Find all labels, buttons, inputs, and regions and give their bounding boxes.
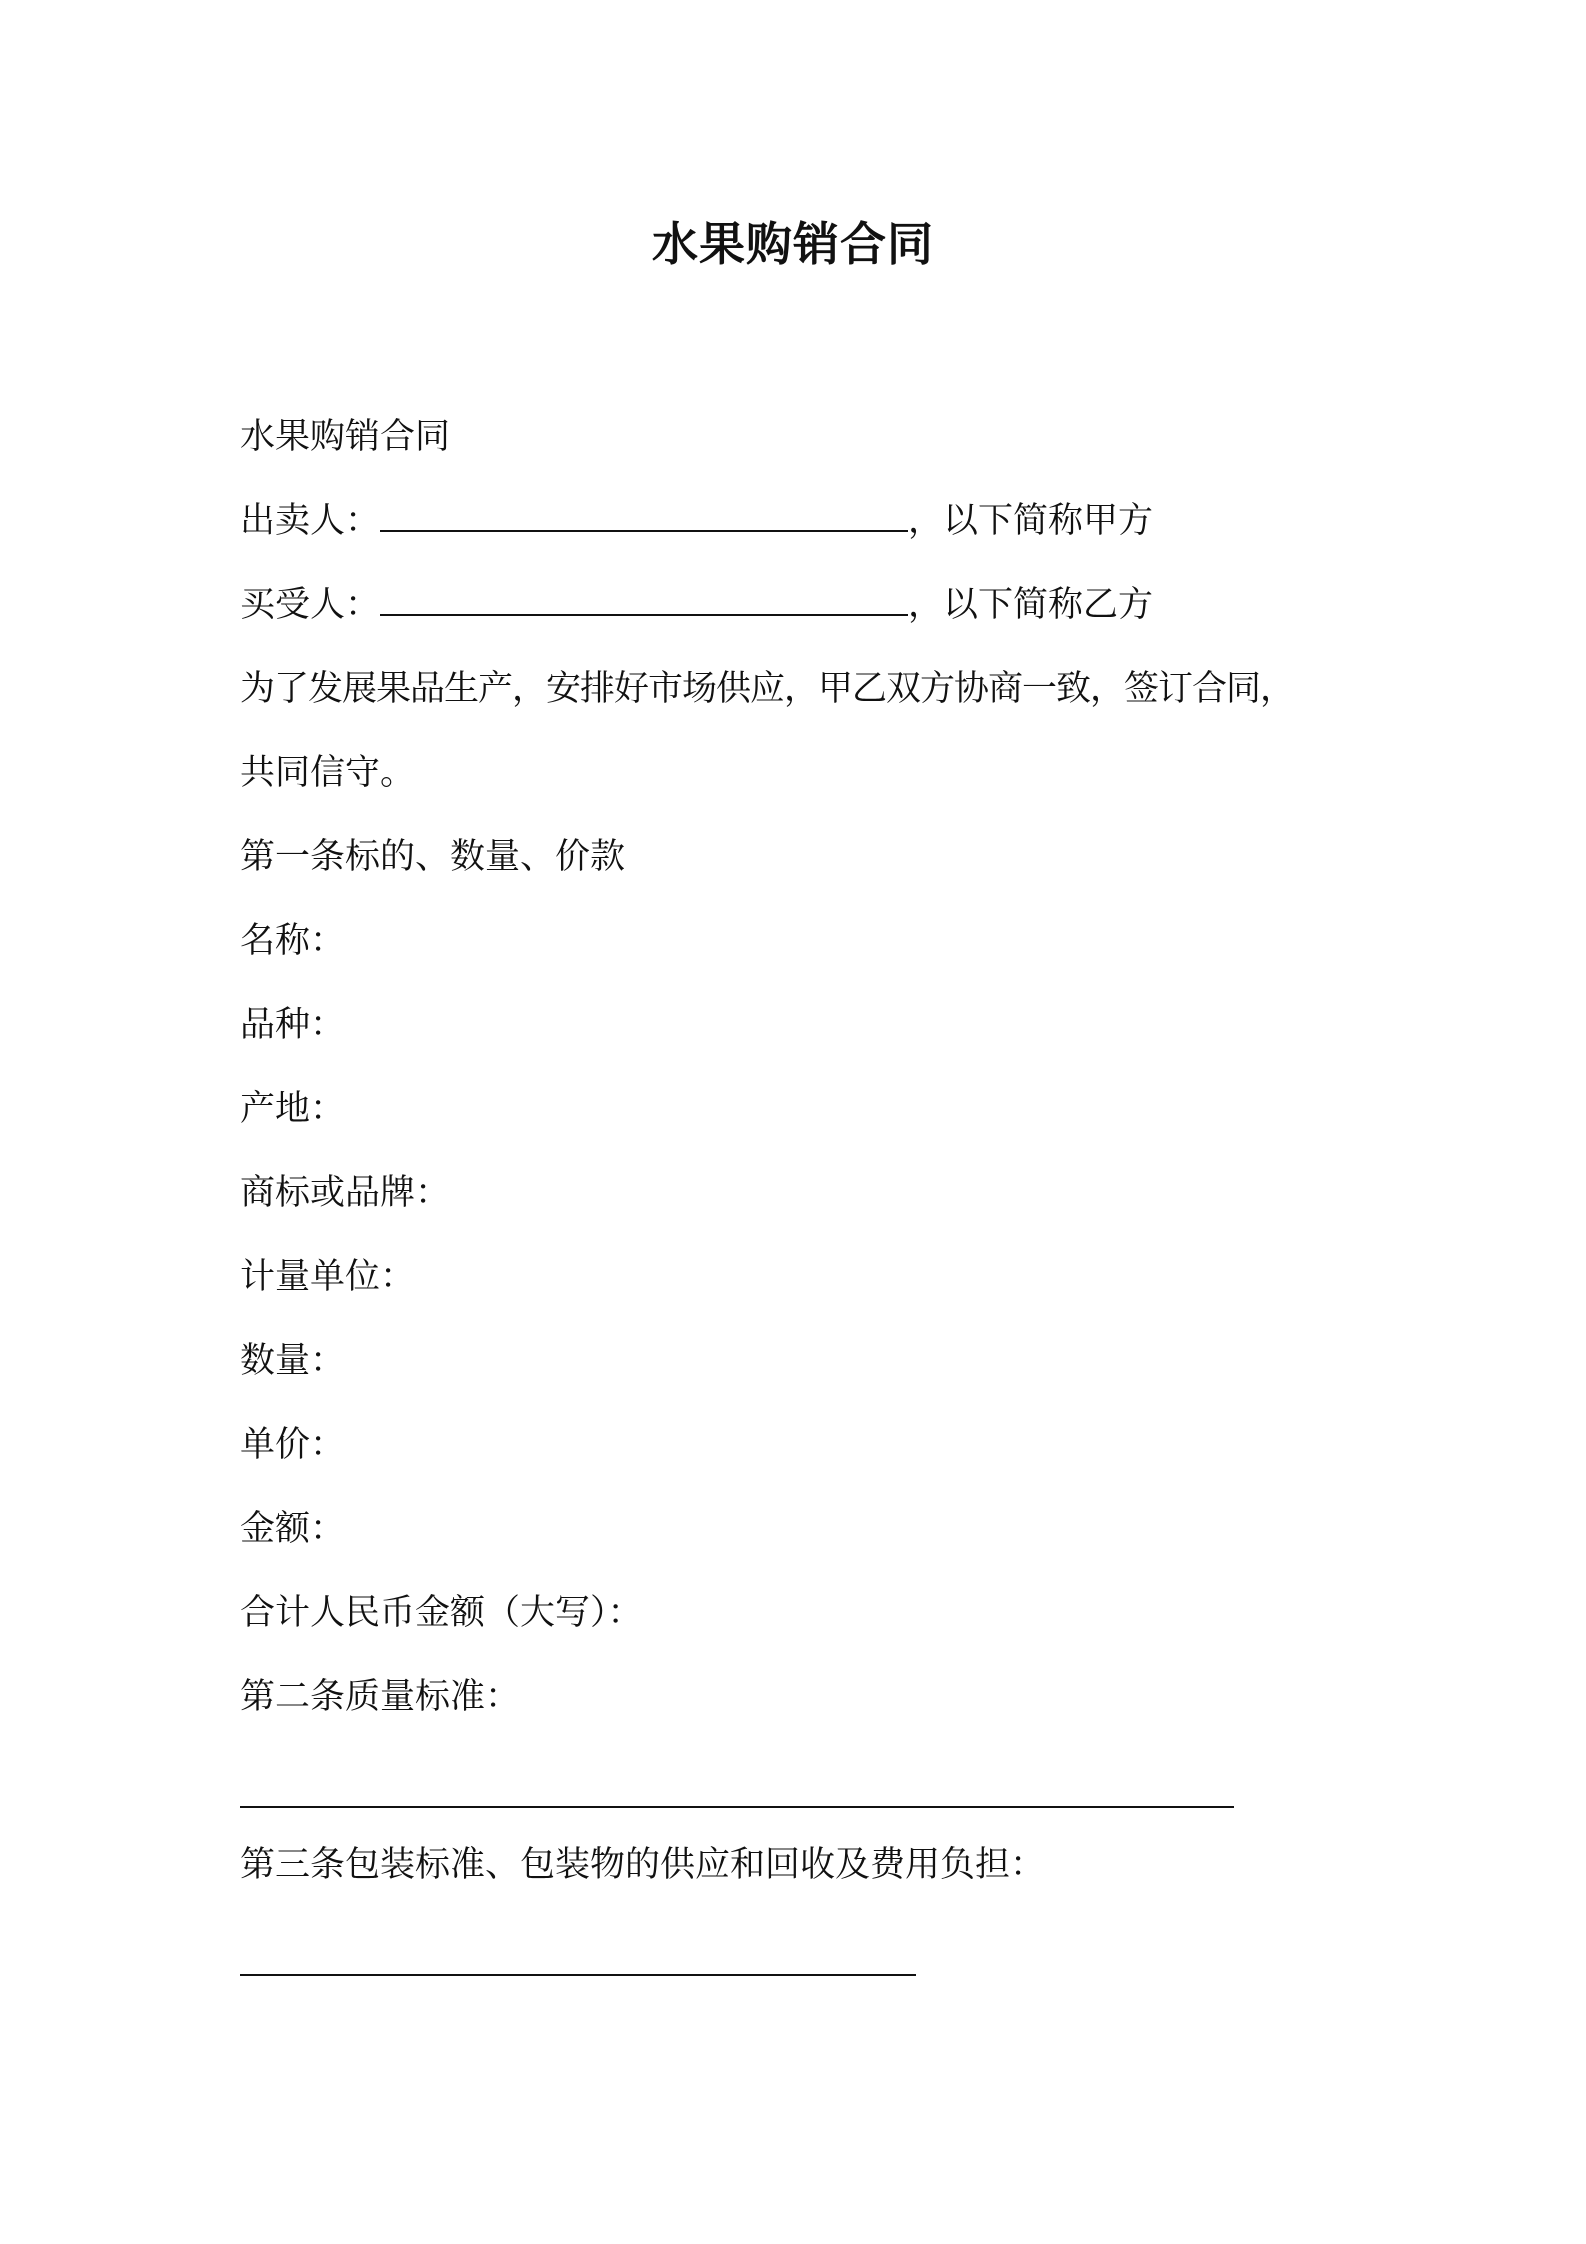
field-origin: 产地：	[240, 1089, 346, 1129]
field-quantity: 数量：	[240, 1341, 346, 1381]
document-subtitle: 水果购销合同	[240, 417, 451, 457]
field-total-rmb: 合计人民币金额（大写）：	[240, 1593, 643, 1633]
buyer-line	[240, 580, 1153, 630]
intro-line-1: 为了发展果品生产，安排好市场供应，甲乙双方协商一致，签订合同，	[240, 669, 1295, 709]
document-title: 水果购销合同	[652, 217, 934, 271]
seller-line	[240, 496, 1153, 546]
intro-line-2: 共同信守。	[240, 753, 416, 793]
article-2-heading: 第二条质量标准：	[240, 1677, 521, 1717]
field-unit-price: 单价：	[240, 1425, 346, 1465]
article-2-blank-line	[240, 1806, 1234, 1808]
seller-blank	[380, 500, 908, 532]
field-name: 名称：	[240, 921, 346, 961]
article-3-heading: 第三条包装标准、包装物的供应和回收及费用负担：	[240, 1845, 1046, 1885]
buyer-blank	[380, 584, 908, 616]
seller-suffix: ，以下简称甲方	[908, 501, 1154, 541]
article-1-heading: 第一条标的、数量、价款	[240, 837, 626, 877]
field-amount: 金额：	[240, 1509, 346, 1549]
field-brand: 商标或品牌：	[240, 1173, 451, 1213]
field-unit: 计量单位：	[240, 1257, 416, 1297]
article-3-blank-line	[240, 1974, 916, 1976]
field-variety: 品种：	[240, 1005, 346, 1045]
buyer-suffix: ，以下简称乙方	[908, 585, 1154, 625]
buyer-label: 买受人：	[240, 585, 381, 625]
seller-label: 出卖人：	[240, 501, 381, 541]
